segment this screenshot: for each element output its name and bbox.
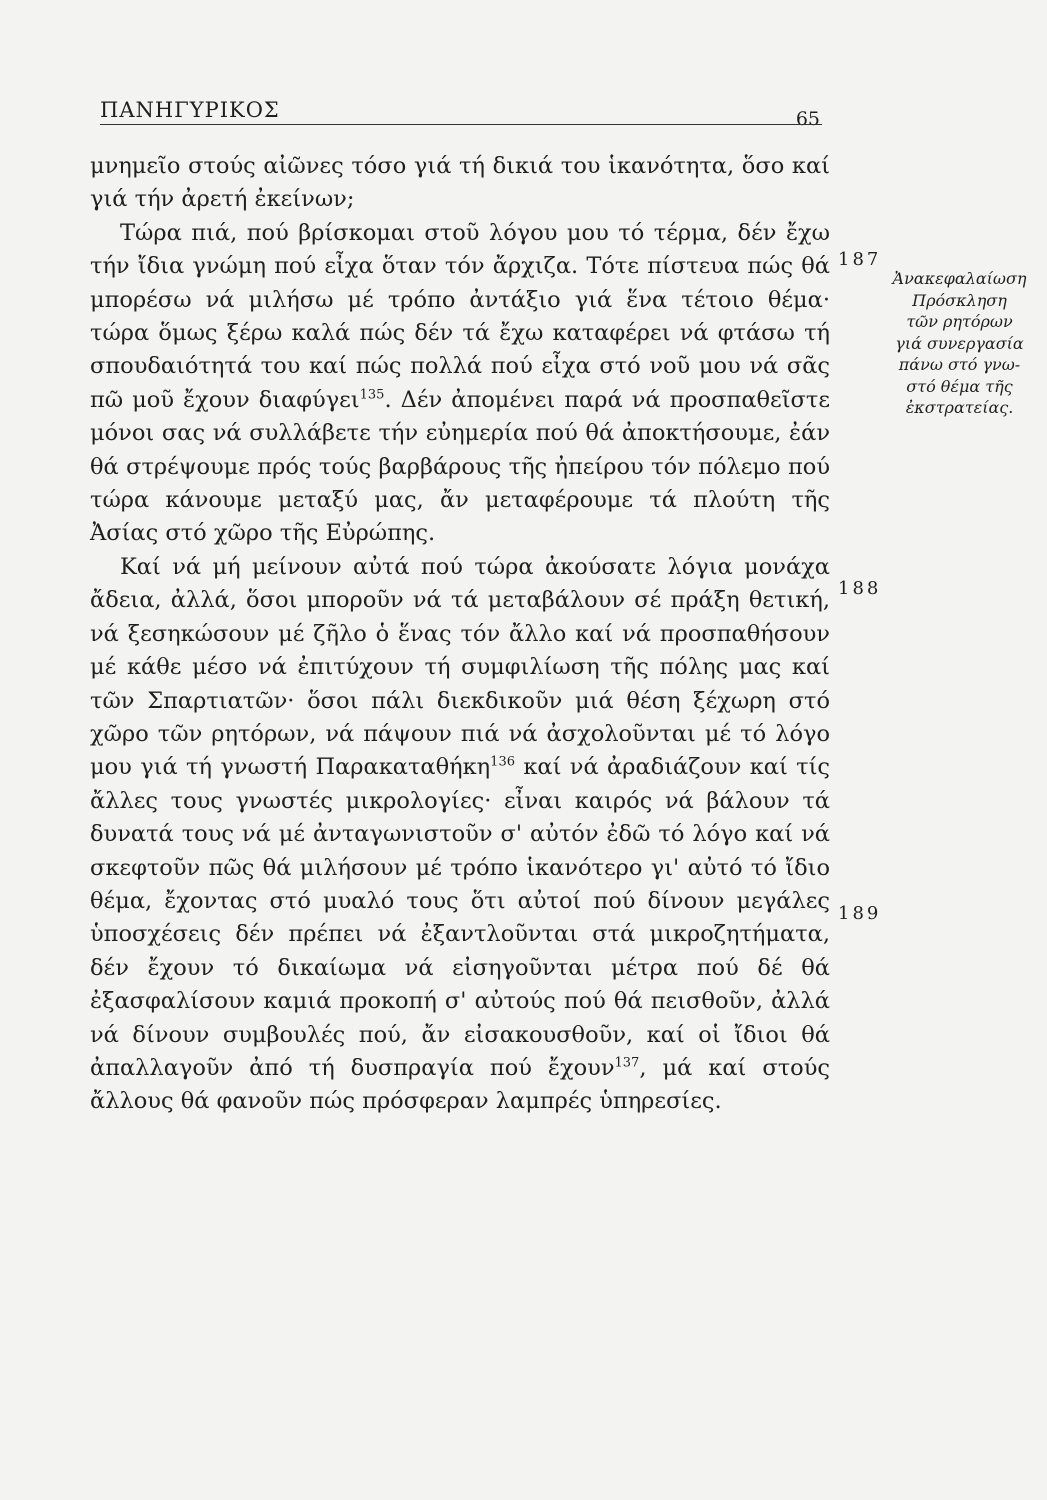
paragraph-3-text-c: , μά καί στούς ἄλλους θά φανοῦν πώς πρόσφεραν λαμπρές ὑπηρεσίες. [90,1054,830,1115]
page-number: 65 [795,108,820,130]
footnote-ref-137: 137 [614,1055,640,1071]
header-rule [100,124,822,125]
paragraph-2 [90,217,830,551]
paragraph-1-text: μνημεῖο στούς αἰῶνες τόσο γιά τή δικιά του ἱκανότητα, ὅσο καί γιά τήν ἀρετή ἐκείνων; [90,153,830,213]
paragraph-2-text-a: Τώρα πιά, πού βρίσκομαι στοῦ λόγου μου τό τέρμα, δέν ἔχω τήν ἴδια γνώμη πού εἶχα ὅταν τόν ἄρχιζα. Τότε πίστευα πώς θά μπορέσω νά μιλήσω μέ τρόπο ἀντάξιο γιά ἕνα τέτοιο θέμα· τώρα ὅμως ξέρω καλά πώς δέν τά ἔχω καταφέρει νά φτάσω τή σπουδαιότητά του καί πώς πολλά πού εἶχα στό νοῦ μου νά σᾶς πῶ μοῦ ἔχουν διαφύγει [90,219,830,413]
footnote-ref-136: 136 [490,754,515,770]
paragraph-1 [90,150,830,217]
section-number-187: 187 [838,249,882,270]
margin-note-line: Ἀνακεφαλαίωση [892,269,1027,288]
running-title: ΠΑΝΗΓΥΡΙΚΟΣ [100,98,280,122]
paragraph-3-text-a: Καί νά μή μείνουν αὐτά πού τώρα ἀκούσατε λόγια μονάχα ἄδεια, ἀλλά, ὅσοι μποροῦν νά τά μεταβάλουν σέ πράξη θετική, νά ξεσηκώσουν μέ ζῆλο ὁ ἕνας τόν ἄλλο καί νά προσπαθήσουν μέ κάθε μέσο νά ἐπιτύχουν τή συμφιλίωση τῆς πόλης μας καί τῶν Σπαρτιατῶν· ὅσοι πάλι διεκδικοῦν μιά θέση ξέχωρη στό χῶρο τῶν ρητόρων, νά πάψουν πιά νά ἀσχολοῦνται μέ τό λόγο μου γιά τή γνωστή Παρακαταθήκη [90,553,830,781]
margin-note-line: πάνω στό γνω- [898,355,1021,374]
paragraph-3-text-b: καί νά ἀραδιάζουν καί τίς ἄλλες τους γνωστές μικρολογίες· εἶναι καιρός νά βάλουν τά δυνατά τους νά μέ ἀνταγωνιστοῦν σ' αὐτόν ἐδῶ τό λόγο καί νά σκεφτοῦν πῶς θά μιλήσουν μέ τρόπο ἱκανότερο γι' αὐτό τό ἴδιο θέμα, ἔχοντας στό μυαλό τους ὅτι αὐτοί πού δίνουν μεγάλες ὑποσχέσεις δέν πρέπει νά ἐξαντλοῦνται στά μικροζητήματα, δέν ἔχουν τό δικαίωμα νά εἰσηγοῦνται μέτρα πού δέ θά ἐξασφαλίσουν καμιά προκοπή σ' αὐτούς πού θά πεισθοῦν, ἀλλά νά δίνουν συμβουλές πού, ἄν εἰσακουσθοῦν, καί οἱ ἴδιοι θά ἀπαλλαγοῦν ἀπό τή δυσπραγία πού ἔχουν [90,754,831,1081]
margin-note-line: ἐκστρατείας. [905,398,1014,417]
section-number-189: 189 [838,903,882,924]
footnote-ref-135: 135 [359,387,385,403]
margin-note-line: τῶν ρητόρων [906,312,1013,331]
section-number-188: 188 [838,578,882,599]
margin-note-line: γιά συνεργασία [895,333,1024,353]
margin-note-line: στό θέμα τῆς [906,376,1013,396]
body-text [90,150,830,1119]
paragraph-3 [90,551,830,1119]
paragraph-2-text-b: . Δέν ἀπομένει παρά νά προσπαθεῖστε μόνοι σας νά συλλάβετε τήν εὐημερία πού θά ἀποκτήσουμε, ἐάν θά στρέψουμε πρός τούς βαρβάρους τῆς ἠπείρου τόν πόλεμο πού τώρα κάνουμε μεταξύ μας, ἄν μεταφέρουμε τά πλούτη τῆς Ἀσίας στό χῶρο τῆς Εὐρώπης. [90,386,831,547]
margin-note-line: Πρόσκληση [912,290,1007,310]
margin-note [872,268,1047,419]
